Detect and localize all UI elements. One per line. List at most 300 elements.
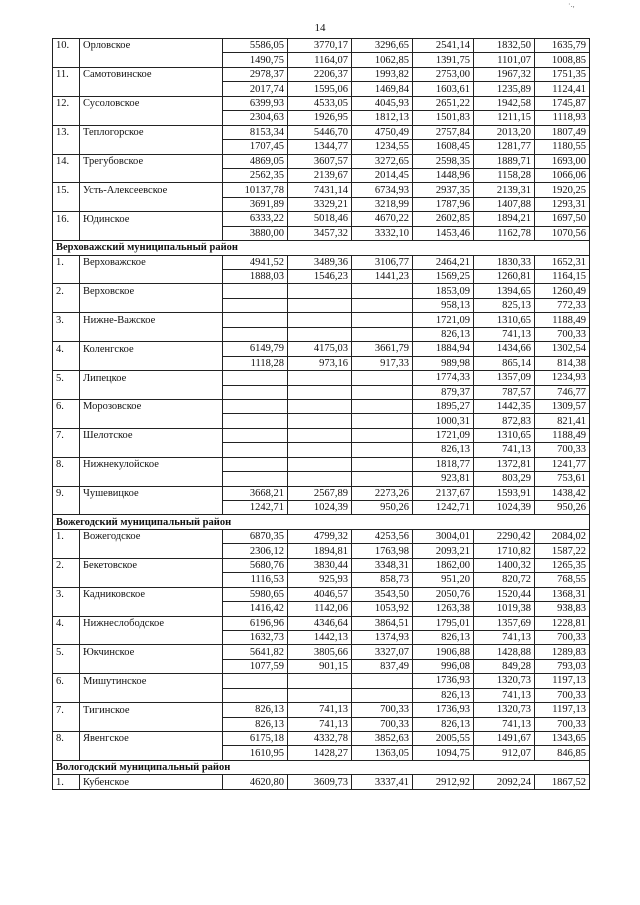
value-cell: 1787,96 [413,197,474,211]
value-cell [288,399,352,413]
value-cell: 1441,23 [352,270,413,284]
settlement-name: Усть-Алексеевское [80,183,223,197]
value-cell [352,428,413,442]
row-number: 4. [53,616,80,630]
value-cell: 2541,14 [413,39,474,53]
value-cell: 2937,35 [413,183,474,197]
value-cell: 3668,21 [223,486,288,500]
value-cell: 5586,05 [223,39,288,53]
row-number: 16. [53,212,80,226]
value-cell: 700,33 [535,327,590,341]
value-cell: 923,81 [413,472,474,486]
value-cell: 2464,21 [413,255,474,269]
value-cell [352,674,413,688]
value-cell: 1795,01 [413,616,474,630]
value-cell: 3880,00 [223,226,288,240]
value-cell: 700,33 [535,443,590,457]
value-cell: 1906,88 [413,645,474,659]
value-cell: 1853,09 [413,284,474,298]
value-cell: 4799,32 [288,529,352,543]
table-row [53,659,590,673]
value-cell: 826,13 [413,327,474,341]
settlement-name: Шелотское [80,428,223,442]
value-cell: 1710,82 [474,544,535,558]
table-row [53,111,590,125]
value-cell [352,327,413,341]
value-cell: 2092,24 [474,775,535,789]
value-cell: 2093,21 [413,544,474,558]
settlement-name [80,630,223,644]
row-number [53,688,80,702]
value-cell: 1520,44 [474,587,535,601]
value-cell [223,385,288,399]
value-cell [223,674,288,688]
value-cell: 925,93 [288,573,352,587]
value-cell: 1442,13 [288,630,352,644]
table-row [53,746,590,760]
value-cell: 8153,34 [223,125,288,139]
value-cell: 3329,21 [288,197,352,211]
row-number [53,443,80,457]
value-cell: 1884,94 [413,342,474,356]
value-cell: 958,13 [413,298,474,312]
settlement-name [80,573,223,587]
value-cell: 772,33 [535,298,590,312]
value-cell: 5980,65 [223,587,288,601]
value-cell [223,443,288,457]
value-cell: 1211,15 [474,111,535,125]
value-cell [223,428,288,442]
value-cell: 1652,31 [535,255,590,269]
settlement-name: Трегубовское [80,154,223,168]
value-cell: 1357,09 [474,371,535,385]
value-cell: 1736,93 [413,703,474,717]
value-cell: 2013,20 [474,125,535,139]
value-cell: 4046,57 [288,587,352,601]
value-cell: 837,49 [352,659,413,673]
value-cell: 1053,92 [352,602,413,616]
value-cell: 1124,41 [535,82,590,96]
settlement-name: Морозовское [80,399,223,413]
settlement-name: Кубенское [80,775,223,789]
value-cell: 6399,93 [223,96,288,110]
value-cell: 5446,70 [288,125,352,139]
value-cell: 1608,45 [413,140,474,154]
value-cell: 1867,52 [535,775,590,789]
value-cell: 741,13 [474,630,535,644]
value-cell: 1862,00 [413,558,474,572]
table-row [53,630,590,644]
row-number [53,298,80,312]
value-cell: 1142,06 [288,602,352,616]
value-cell: 793,03 [535,659,590,673]
table-row [53,39,590,53]
value-cell: 1188,49 [535,313,590,327]
table-row [53,385,590,399]
value-cell: 1000,31 [413,414,474,428]
table-row [53,443,590,457]
value-cell [288,313,352,327]
value-cell: 950,26 [352,501,413,515]
value-cell: 1188,49 [535,428,590,442]
row-number [53,140,80,154]
value-cell [288,428,352,442]
value-cell: 4620,80 [223,775,288,789]
value-cell: 938,83 [535,602,590,616]
table-row [53,717,590,731]
value-cell: 1394,65 [474,284,535,298]
row-number [53,385,80,399]
table-row [53,558,590,572]
table-row [53,399,590,413]
value-cell: 6870,35 [223,529,288,543]
value-cell: 3661,79 [352,342,413,356]
value-cell: 2978,37 [223,67,288,81]
table-row [53,298,590,312]
value-cell [352,399,413,413]
settlement-name [80,472,223,486]
value-cell: 2753,00 [413,67,474,81]
value-cell: 4670,22 [352,212,413,226]
row-number: 1. [53,529,80,543]
value-cell: 1242,71 [223,501,288,515]
value-cell [223,472,288,486]
table-row [53,775,590,789]
value-cell: 1428,88 [474,645,535,659]
value-cell [352,457,413,471]
page-number: 14 [314,22,326,34]
value-cell: 951,20 [413,573,474,587]
table-row [53,255,590,269]
value-cell: 821,41 [535,414,590,428]
value-cell: 1697,50 [535,212,590,226]
row-number: 3. [53,587,80,601]
value-cell: 7431,14 [288,183,352,197]
value-cell: 1024,39 [288,501,352,515]
table-row [53,529,590,543]
settlement-name: Теплогорское [80,125,223,139]
value-cell: 1920,25 [535,183,590,197]
value-cell [223,371,288,385]
value-cell: 2139,67 [288,168,352,182]
settlement-name [80,717,223,731]
table-row [53,284,590,298]
value-cell: 901,15 [288,659,352,673]
value-cell: 4869,05 [223,154,288,168]
value-cell [288,298,352,312]
table-row [53,67,590,81]
value-cell: 741,13 [474,443,535,457]
tariff-table [52,38,590,790]
value-cell: 846,85 [535,746,590,760]
value-cell: 4750,49 [352,125,413,139]
row-number: 15. [53,183,80,197]
value-cell: 1635,79 [535,39,590,53]
value-cell [352,688,413,702]
value-cell: 1491,67 [474,732,535,746]
table-row [53,616,590,630]
value-cell [352,298,413,312]
value-cell: 3607,57 [288,154,352,168]
settlement-name [80,688,223,702]
value-cell [288,327,352,341]
value-cell: 1587,22 [535,544,590,558]
value-cell: 1593,91 [474,486,535,500]
section-header-row [53,241,590,255]
table-row [53,501,590,515]
row-number [53,472,80,486]
value-cell: 6149,79 [223,342,288,356]
settlement-name: Вожегодское [80,529,223,543]
value-cell: 1569,25 [413,270,474,284]
settlement-name: Нижнеслободское [80,616,223,630]
value-cell: 10137,78 [223,183,288,197]
settlement-name [80,602,223,616]
value-cell: 4941,52 [223,255,288,269]
value-cell: 3337,41 [352,775,413,789]
settlement-name: Нижнекулойское [80,457,223,471]
value-cell: 803,29 [474,472,535,486]
value-cell: 826,13 [413,717,474,731]
value-cell: 741,13 [288,703,352,717]
settlement-name [80,226,223,240]
value-cell: 3218,99 [352,197,413,211]
settlement-name: Явенгское [80,732,223,746]
row-number [53,414,80,428]
row-number: 2. [53,284,80,298]
value-cell: 1603,61 [413,82,474,96]
value-cell [352,284,413,298]
value-cell: 6734,93 [352,183,413,197]
value-cell: 996,08 [413,659,474,673]
settlement-name [80,414,223,428]
value-cell: 787,57 [474,385,535,399]
value-cell: 2562,35 [223,168,288,182]
value-cell: 1118,28 [223,356,288,370]
value-cell: 1707,45 [223,140,288,154]
value-cell: 872,83 [474,414,535,428]
value-cell: 1807,49 [535,125,590,139]
row-number: 5. [53,645,80,659]
value-cell: 1164,15 [535,270,590,284]
row-number [53,746,80,760]
value-cell: 1066,06 [535,168,590,182]
settlement-name: Верховажское [80,255,223,269]
value-cell: 1024,39 [474,501,535,515]
value-cell: 3543,50 [352,587,413,601]
value-cell: 1363,05 [352,746,413,760]
value-cell [352,385,413,399]
value-cell: 1774,33 [413,371,474,385]
table-row [53,96,590,110]
value-cell: 1309,57 [535,399,590,413]
value-cell: 1344,77 [288,140,352,154]
value-cell: 1632,73 [223,630,288,644]
value-cell: 1888,03 [223,270,288,284]
value-cell [288,472,352,486]
value-cell: 700,33 [535,717,590,731]
value-cell: 1310,65 [474,428,535,442]
value-cell: 3489,36 [288,255,352,269]
value-cell: 1595,06 [288,82,352,96]
row-number [53,602,80,616]
value-cell: 1320,73 [474,703,535,717]
row-number [53,226,80,240]
row-number: 7. [53,428,80,442]
value-cell: 4346,64 [288,616,352,630]
row-number: 3. [53,313,80,327]
value-cell: 849,28 [474,659,535,673]
row-number [53,659,80,673]
value-cell: 6333,22 [223,212,288,226]
value-cell: 1372,81 [474,457,535,471]
value-cell: 1242,71 [413,501,474,515]
value-cell: 1745,87 [535,96,590,110]
table-row [53,154,590,168]
value-cell: 826,13 [223,703,288,717]
value-cell [288,284,352,298]
table-row [53,371,590,385]
value-cell: 4253,56 [352,529,413,543]
value-cell: 6175,18 [223,732,288,746]
value-cell: 1158,28 [474,168,535,182]
value-cell: 1721,09 [413,313,474,327]
table-row [53,573,590,587]
value-cell: 912,07 [474,746,535,760]
value-cell: 1818,77 [413,457,474,471]
value-cell: 1077,59 [223,659,288,673]
settlement-name [80,298,223,312]
value-cell: 1391,75 [413,53,474,67]
value-cell: 1197,13 [535,674,590,688]
value-cell: 865,14 [474,356,535,370]
value-cell: 2206,37 [288,67,352,81]
value-cell: 973,16 [288,356,352,370]
value-cell: 1260,49 [535,284,590,298]
value-cell: 1894,21 [474,212,535,226]
table-row [53,168,590,182]
settlement-name [80,197,223,211]
row-number: 6. [53,674,80,688]
value-cell: 1889,71 [474,154,535,168]
row-number: 1. [53,775,80,789]
value-cell: 1469,84 [352,82,413,96]
value-cell: 1260,81 [474,270,535,284]
value-cell: 1101,07 [474,53,535,67]
value-cell: 1448,96 [413,168,474,182]
row-number [53,53,80,67]
value-cell: 2014,45 [352,168,413,182]
table-row [53,428,590,442]
row-number: 1. [53,255,80,269]
value-cell: 700,33 [535,688,590,702]
value-cell: 1490,75 [223,53,288,67]
value-cell: 1234,93 [535,371,590,385]
value-cell: 1993,82 [352,67,413,81]
value-cell: 1019,38 [474,602,535,616]
value-cell: 1289,83 [535,645,590,659]
value-cell: 1926,95 [288,111,352,125]
value-cell: 1693,00 [535,154,590,168]
value-cell: 741,13 [474,327,535,341]
value-cell [352,443,413,457]
value-cell: 2139,31 [474,183,535,197]
value-cell: 1736,93 [413,674,474,688]
value-cell: 1235,89 [474,82,535,96]
value-cell: 5018,46 [288,212,352,226]
value-cell: 700,33 [535,630,590,644]
value-cell: 1162,78 [474,226,535,240]
table-row [53,327,590,341]
table-row [53,183,590,197]
table-row [53,544,590,558]
settlement-name: Чушевицкое [80,486,223,500]
settlement-name: Кадниковское [80,587,223,601]
value-cell: 1118,93 [535,111,590,125]
value-cell: 1302,54 [535,342,590,356]
row-number [53,630,80,644]
row-number: 5. [53,371,80,385]
row-number [53,717,80,731]
value-cell [352,313,413,327]
table-row [53,212,590,226]
value-cell: 1281,77 [474,140,535,154]
settlement-name: Юдинское [80,212,223,226]
settlement-name: Бекетовское [80,558,223,572]
value-cell: 1832,50 [474,39,535,53]
value-cell: 1357,69 [474,616,535,630]
value-cell: 879,37 [413,385,474,399]
value-cell: 3457,32 [288,226,352,240]
value-cell: 5641,82 [223,645,288,659]
value-cell: 2306,12 [223,544,288,558]
value-cell: 2050,76 [413,587,474,601]
value-cell: 700,33 [352,703,413,717]
value-cell: 1416,42 [223,602,288,616]
value-cell: 2598,35 [413,154,474,168]
value-cell [352,472,413,486]
value-cell: 3864,51 [352,616,413,630]
table-row [53,732,590,746]
row-number: 10. [53,39,80,53]
value-cell: 741,13 [474,688,535,702]
value-cell: 1442,35 [474,399,535,413]
value-cell: 1368,31 [535,587,590,601]
value-cell: 753,61 [535,472,590,486]
row-number [53,501,80,515]
value-cell: 1293,31 [535,197,590,211]
value-cell [288,385,352,399]
settlement-name [80,544,223,558]
value-cell: 1428,27 [288,746,352,760]
value-cell: 1400,32 [474,558,535,572]
table-row [53,82,590,96]
row-number: 11. [53,67,80,81]
value-cell: 1228,81 [535,616,590,630]
table-row [53,226,590,240]
value-cell: 3348,31 [352,558,413,572]
settlement-name [80,168,223,182]
table-row [53,356,590,370]
table-row [53,342,590,356]
table-row [53,486,590,500]
section-title: Вологодский муниципальный район [53,760,590,774]
row-number: 7. [53,703,80,717]
value-cell [288,443,352,457]
value-cell: 826,13 [413,443,474,457]
value-cell [352,414,413,428]
value-cell: 3296,65 [352,39,413,53]
